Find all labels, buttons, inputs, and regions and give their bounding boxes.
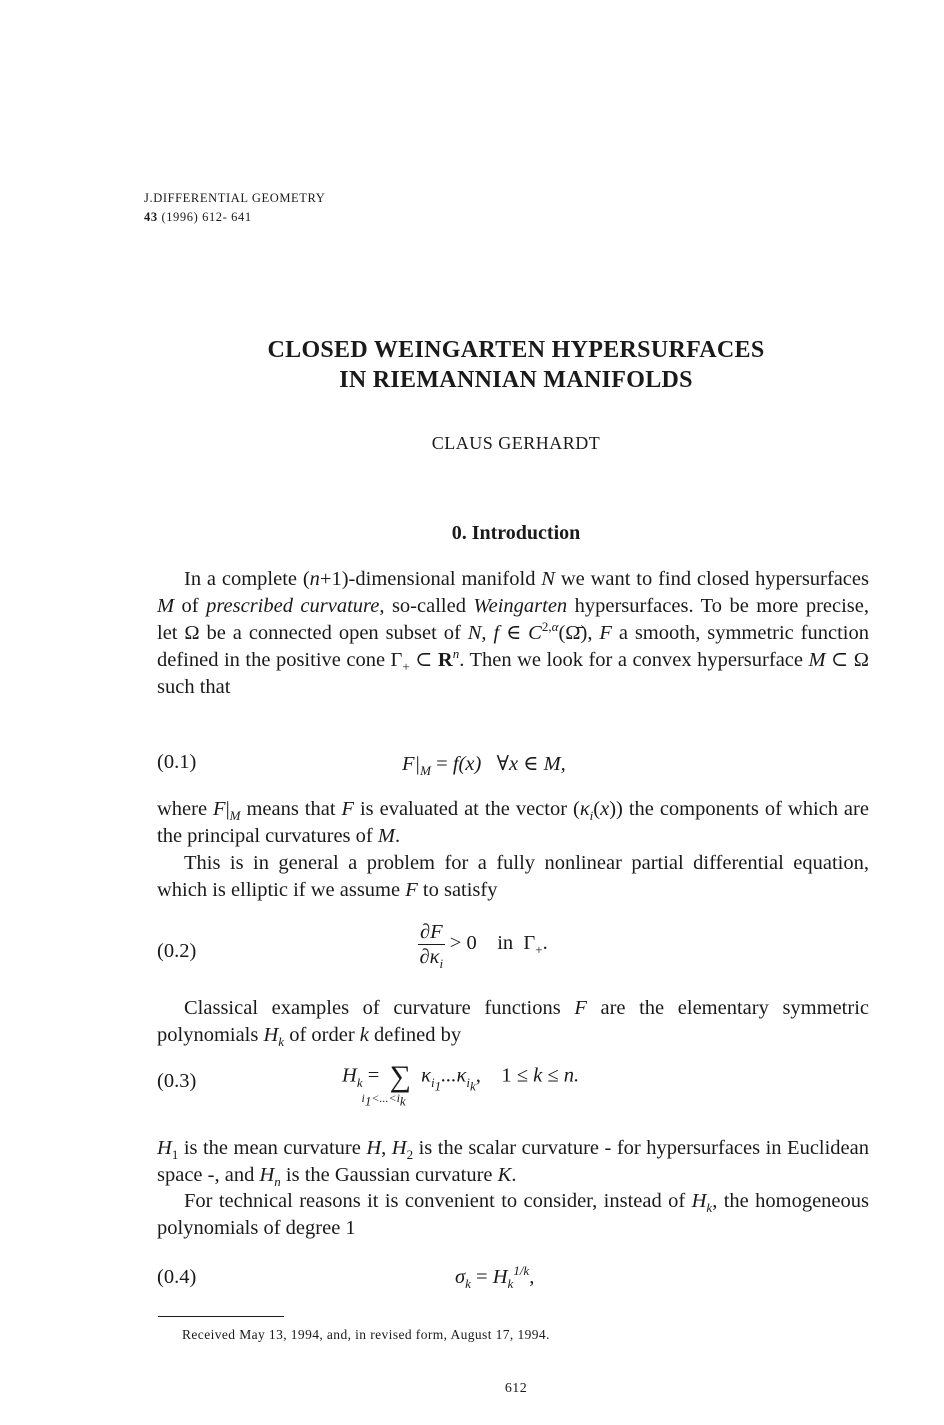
equation-0-2: $\frac{\partial F}{\partial\kappa_i}$ > 0 in $\Gamma_+$. (419, 921, 548, 972)
journal-name: J.DIFFERENTIAL GEOMETRY (144, 191, 326, 205)
equation-label-0-4: (0.4) (157, 1266, 197, 1288)
equation-0-3: $H_k$ = ∑ $i_1<...<i_k$ $\kappa_{i_1}...\kappa_{i_k}$, 1 ≤ k ≤ n. (342, 1060, 580, 1109)
intro-paragraph-4: Classical examples of curvature functions F are the elementary symmetric polynomials $H_k$ of order k defined by (157, 997, 869, 1050)
footnote-rule (158, 1316, 284, 1317)
intro-paragraph-2: where $F|_M$ means that F is evaluated at the vector $(\kappa_i(x))$ the components of which are the principal curvatures of M. (157, 798, 869, 847)
paper-title (0, 335, 944, 395)
journal-header (144, 189, 325, 227)
equation-label-0-3: (0.3) (157, 1070, 197, 1092)
footnote: Received May 13, 1994, and, in revised form, August 17, 1994. (182, 1327, 550, 1342)
intro-paragraph-1: In a complete (n+1)-dimensional manifold N we want to find closed hypersurfaces M of prescribed curvature, so-called Weingarten hypersurfaces. To be more precise, let Ω be a connected open subset of N, f ∈ $C^{2,\alpha}(\Omegā)$, F a smooth, symmetric function defined in the positive cone $\Gamma_+$ ⊂ $R^n$. Then we look for a convex hypersurface M ⊂ Ω such that (157, 568, 869, 698)
equation-0-4: $\sigma_k = H_k^{1/k}$, (455, 1263, 535, 1292)
title-line-1: CLOSED WEINGARTEN HYPERSURFACES (267, 337, 765, 363)
journal-citation (144, 208, 325, 227)
intro-paragraph-6: For technical reasons it is convenient to consider, instead of $H_k$, the homogeneous polynomials of degree 1 (157, 1190, 869, 1239)
author-name: CLAUS GERHARDT (431, 433, 601, 453)
equation-0-1: $F|_M = f(x)$ ∀x ∈ M, (402, 753, 566, 779)
equation-label-0-1: (0.1) (157, 751, 197, 773)
title-line-2: IN RIEMANNIAN MANIFOLDS (339, 367, 693, 393)
equation-label-0-2: (0.2) (157, 940, 197, 962)
journal-volume: 43 (144, 210, 158, 224)
intro-paragraph-5: $H_1$ is the mean curvature H, $H_2$ is the scalar curvature - for hypersurfaces in Euclidean space -, and $H_n$ is the Gaussian curvature K. (157, 1137, 870, 1190)
journal-year-pages: (1996) 612- 641 (161, 210, 252, 224)
intro-paragraph-3: This is in general a problem for a fully nonlinear partial differential equation, which is elliptic if we assume F to satisfy (157, 852, 869, 901)
section-heading: 0. Introduction (451, 522, 581, 544)
page-number: 612 (504, 1381, 528, 1396)
